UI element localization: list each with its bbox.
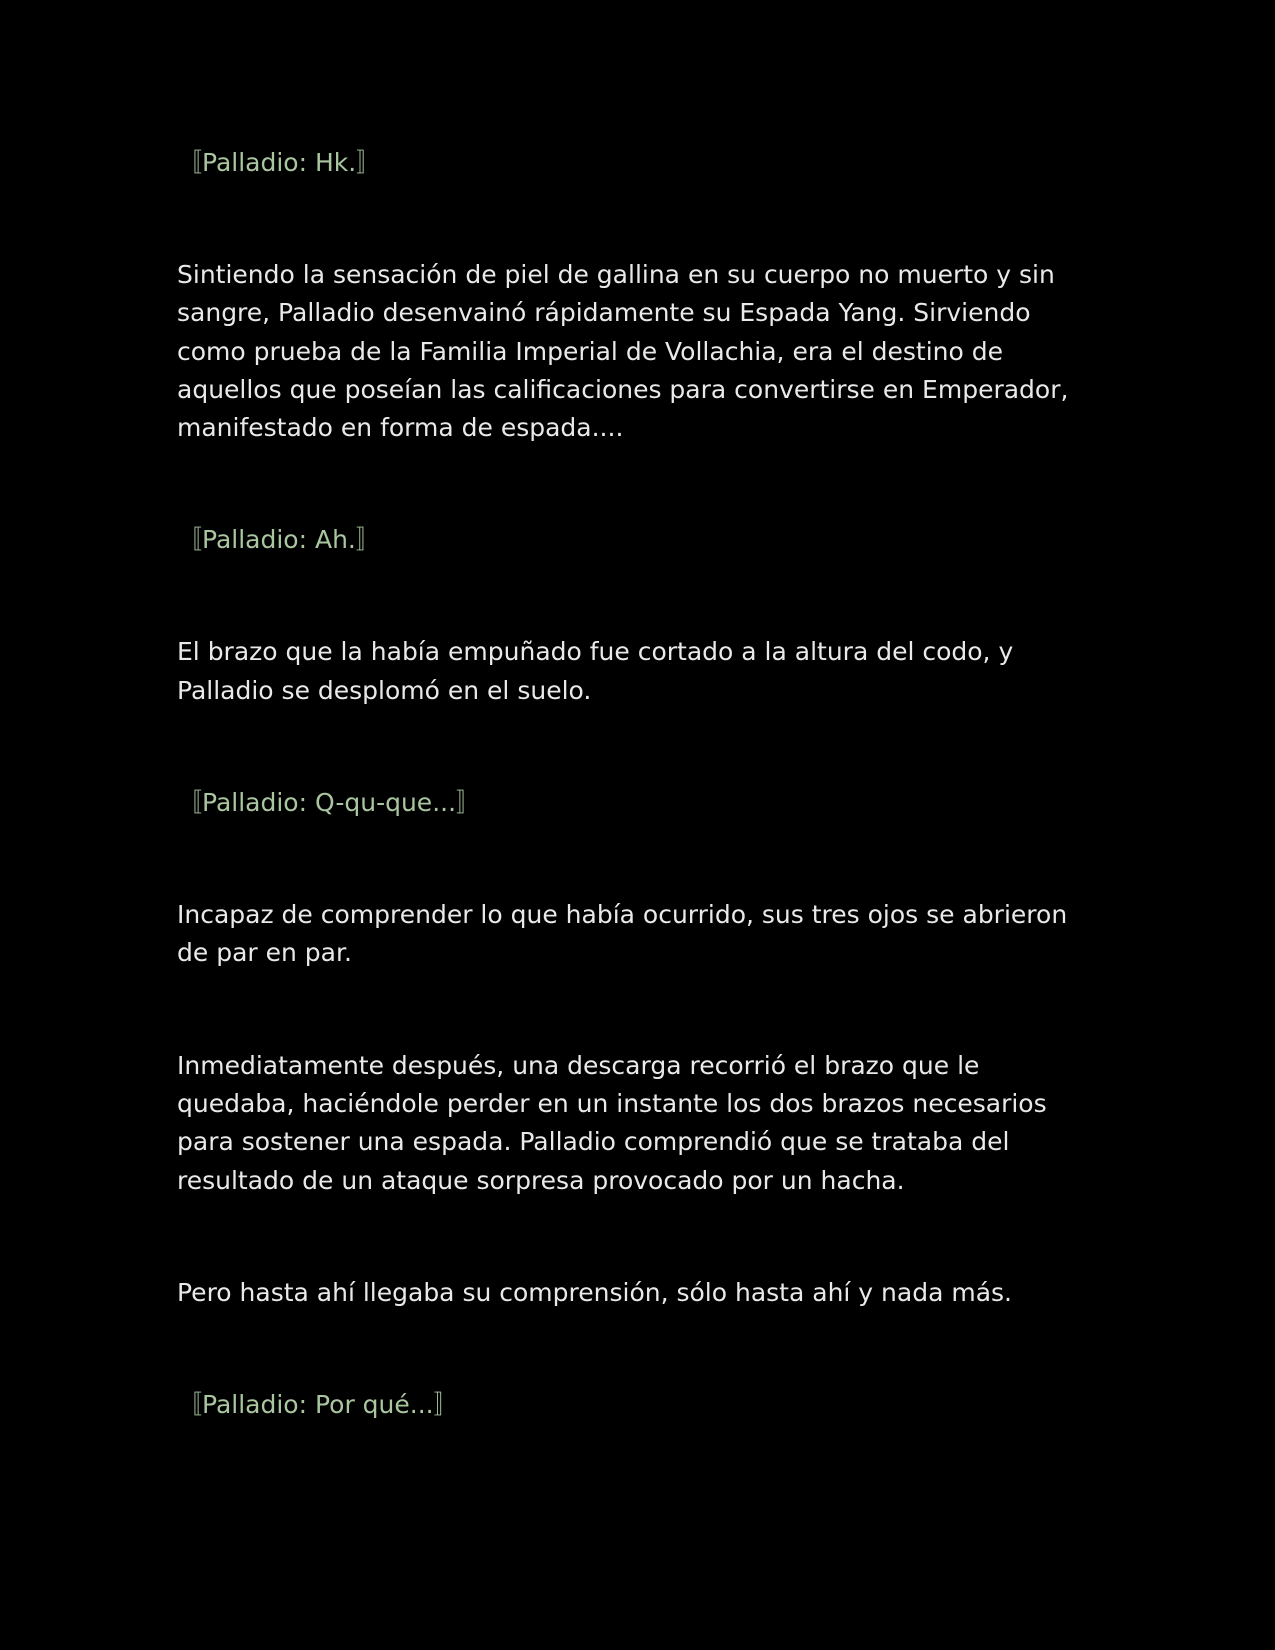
document-page (177, 144, 1097, 1424)
dialogue-line: 〚Palladio: Q-qu-que...〛 (177, 788, 482, 818)
dialogue-line: 〚Palladio: Por qué...〛 (177, 1390, 459, 1420)
narration-paragraph: Inmediatamente después, una descarga recorrió el brazo que le quedaba, haciéndole perder en un instante los dos brazos necesarios para sostener una espada. Palladio comprendió que se trataba del resultado de un ataque sorpresa provocado por un hacha. (177, 1050, 1047, 1195)
dialogue-line: 〚Palladio: Ah.〛 (177, 525, 381, 555)
narration-paragraph: Pero hasta ahí llegaba su comprensión, sólo hasta ahí y nada más. (177, 1277, 1012, 1307)
narration-paragraph: Incapaz de comprender lo que había ocurrido, sus tres ojos se abrieron de par en par. (177, 900, 1068, 968)
narration-paragraph: El brazo que la había empuñado fue cortado a la altura del codo, y Palladio se desplomó en el suelo. (177, 637, 1014, 705)
dialogue-line: 〚Palladio: Hk.〛 (177, 148, 382, 177)
narration-paragraph: Sintiendo la sensación de piel de gallina en su cuerpo no muerto y sin sangre, Palladio desenvainó rápidamente su Espada Yang. Sirviendo como prueba de la Familia Imperial de Vollachia, era el destino de aquellos que poseían las calificaciones para convertirse en Emperador, manifestado en forma de espada.... (177, 260, 1069, 443)
